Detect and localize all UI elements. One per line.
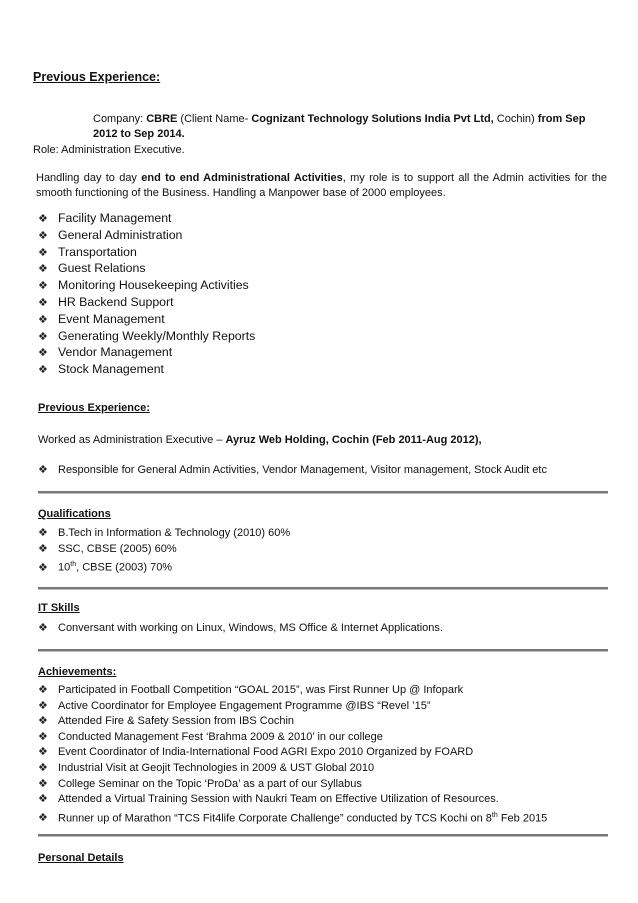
company-line: Company: CBRE (Client Name- Cognizant Technology Solutions India Pvt Ltd, Cochin) from Sep 2012 to Sep 2014. (93, 113, 586, 140)
list-item: ❖ Active Coordinator for Employee Engagement Programme @IBS “Revel ’15” (38, 699, 547, 715)
section-divider (38, 834, 608, 837)
section-divider (38, 587, 608, 590)
diamond-bullet-icon: ❖ (38, 280, 48, 293)
diamond-bullet-icon: ❖ (38, 464, 48, 476)
list-item: ❖ SSC, CBSE (2005) 60% (38, 542, 290, 558)
list-item: ❖ Conversant with working on Linux, Windows, MS Office & Internet Applications. (38, 622, 443, 634)
employer-name: Ayruz Web Holding, Cochin (Feb 2011-Aug 2012), (225, 434, 482, 446)
list-item: ❖ Responsible for General Admin Activities, Vendor Management, Visitor management, Stock Audit etc (38, 464, 547, 476)
list-item: ❖ Attended a Virtual Training Session with Naukri Team on Effective Utilization of Resources. (38, 792, 547, 808)
qualifications-heading: Qualifications (38, 508, 111, 520)
it-skills-heading: IT Skills (38, 602, 80, 614)
diamond-bullet-icon: ❖ (38, 263, 48, 276)
list-item: ❖ Monitoring Housekeeping Activities (38, 277, 255, 294)
list-item: ❖ Transportation (38, 244, 255, 261)
list-item: ❖ Vendor Management (38, 344, 255, 361)
achievements-heading: Achievements: (38, 666, 117, 678)
role-line: Role: Administration Executive. (33, 144, 185, 156)
diamond-bullet-icon: ❖ (38, 715, 48, 728)
list-item: ❖ General Administration (38, 227, 255, 244)
diamond-bullet-icon: ❖ (38, 699, 48, 712)
client-name: Cognizant Technology Solutions India Pvt Ltd, (251, 113, 494, 125)
company-name: CBRE (146, 113, 178, 125)
list-item: ❖ 10th, CBSE (2003) 70% (38, 557, 290, 573)
list-item: ❖ Event Coordinator of India-International Food AGRI Expo 2010 Organized by FOARD (38, 745, 547, 761)
diamond-bullet-icon: ❖ (38, 793, 48, 806)
list-item: ❖ B.Tech in Information & Technology (2010) 60% (38, 526, 290, 542)
qualifications-list (38, 526, 290, 573)
diamond-bullet-icon: ❖ (38, 313, 48, 326)
list-item: ❖ Event Management (38, 311, 255, 328)
diamond-bullet-icon: ❖ (38, 347, 48, 360)
diamond-bullet-icon: ❖ (38, 761, 48, 774)
section-divider (38, 491, 608, 494)
diamond-bullet-icon: ❖ (38, 364, 48, 377)
list-item: ❖ HR Backend Support (38, 294, 255, 311)
previous-experience-heading-2: Previous Experience: (38, 402, 150, 414)
diamond-bullet-icon: ❖ (38, 561, 48, 574)
section-divider (38, 649, 608, 652)
responsibility-list (38, 210, 255, 378)
list-item: ❖ Attended Fire & Safety Session from IBS Cochin (38, 714, 547, 730)
diamond-bullet-icon: ❖ (38, 229, 48, 242)
personal-details-heading: Personal Details (38, 852, 124, 864)
diamond-bullet-icon: ❖ (38, 296, 48, 309)
diamond-bullet-icon: ❖ (38, 246, 48, 259)
previous-experience-heading: Previous Experience: (33, 70, 161, 84)
diamond-bullet-icon: ❖ (38, 730, 48, 743)
diamond-bullet-icon: ❖ (38, 542, 48, 555)
list-item: ❖ Industrial Visit at Geojit Technologies in 2009 & UST Global 2010 (38, 761, 547, 777)
list-item: ❖ Stock Management (38, 361, 255, 378)
diamond-bullet-icon: ❖ (38, 777, 48, 790)
employment-period: from Sep 2012 to Sep 2014. (93, 113, 586, 140)
experience-line: Worked as Administration Executive – Ayruz Web Holding, Cochin (Feb 2011-Aug 2012), (38, 434, 482, 446)
list-item: ❖ Facility Management (38, 210, 255, 227)
role-summary: Handling day to day end to end Administrational Activities, my role is to support all the Admin activities for the smooth functioning of the Business. Handling a Manpower base of 2000 employees. (36, 172, 607, 199)
list-item: ❖ Generating Weekly/Monthly Reports (38, 328, 255, 345)
list-item: ❖ Guest Relations (38, 260, 255, 277)
list-item: ❖ College Seminar on the Topic ‘ProDa’ as a part of our Syllabus (38, 777, 547, 793)
list-item: ❖ Participated in Football Competition “GOAL 2015”, was First Runner Up @ Infopark (38, 683, 547, 699)
diamond-bullet-icon: ❖ (38, 622, 48, 634)
achievements-list (38, 683, 547, 823)
diamond-bullet-icon: ❖ (38, 746, 48, 759)
diamond-bullet-icon: ❖ (38, 330, 48, 343)
diamond-bullet-icon: ❖ (38, 812, 48, 825)
list-item: ❖ Conducted Management Fest ‘Brahma 2009 & 2010’ in our college (38, 730, 547, 746)
diamond-bullet-icon: ❖ (38, 213, 48, 225)
list-item: ❖ Runner up of Marathon “TCS Fit4life Corporate Challenge” conducted by TCS Kochi on 8th Feb 2015 (38, 808, 547, 824)
diamond-bullet-icon: ❖ (38, 684, 48, 696)
diamond-bullet-icon: ❖ (38, 527, 48, 539)
